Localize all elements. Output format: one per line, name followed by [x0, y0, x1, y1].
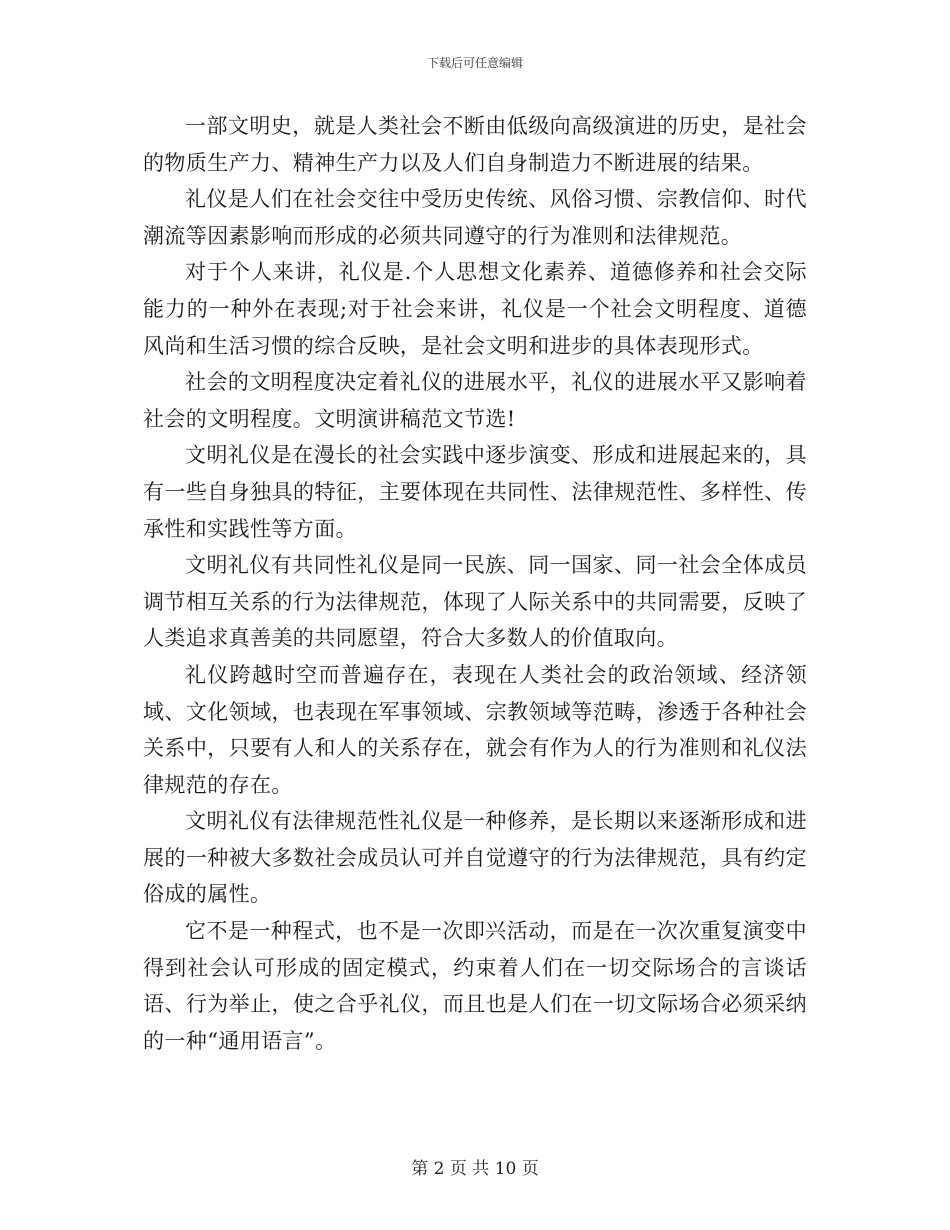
paragraph-3: 对于个人来讲，礼仪是.个人思想文化素养、道德修养和社会交际能力的一种外在表现;对于社会来讲，礼仪是一个社会文明程度、道德风尚和生活习惯的综合反映，是社会文明和进步的具体表现形式。 [143, 260, 807, 358]
paragraph-1: 一部文明史，就是人类社会不断由低级向高级演进的历史，是社会的物质生产力、精神生产力以及人们自身制造力不断进展的结果。 [143, 114, 807, 175]
paragraph-7: 礼仪跨越时空而普遍存在，表现在人类社会的政治领域、经济领域、文化领域，也表现在军事领域、宗教领域等范畴，渗透于各种社会关系中，只要有人和人的关系存在，就会有作为人的行为准则和礼仪法律规范的存在。 [143, 662, 807, 797]
paragraph-6: 文明礼仪有共同性礼仪是同一民族、同一国家、同一社会全体成员调节相互关系的行为法律规范，体现了人际关系中的共同需要，反映了人类追求真善美的共同愿望，符合大多数人的价值取向。 [143, 553, 807, 651]
paragraph-2: 礼仪是人们在社会交往中受历史传统、风俗习惯、宗教信仰、时代潮流等因素影响而形成的必须共同遵守的行为准则和法律规范。 [143, 187, 807, 248]
paragraph-8: 文明礼仪有法律规范性礼仪是一种修养，是长期以来逐渐形成和进展的一种被大多数社会成员认可并自觉遵守的行为法律规范，具有约定俗成的属性。 [143, 809, 807, 907]
document-body [143, 108, 807, 1059]
page-number: 第 2 页 共 10 页 [411, 1159, 539, 1179]
paragraph-4: 社会的文明程度决定着礼仪的进展水平，礼仪的进展水平又影响着社会的文明程度。文明演讲稿范文节选! [143, 370, 807, 431]
paragraph-9: 它不是一种程式，也不是一次即兴活动，而是在一次次重复演变中得到社会认可形成的固定模式，约束着人们在一切交际场合的言谈话语、行为举止，使之合乎礼仪，而且也是人们在一切文际场合必须采纳的一种“通用语言”。 [143, 919, 807, 1053]
paragraph-5: 文明礼仪是在漫长的社会实践中逐步演变、形成和进展起来的，具有一些自身独具的特征，主要体现在共同性、法律规范性、多样性、传承性和实践性等方面。 [143, 443, 807, 541]
page-header: 下载后可任意编辑 [426, 56, 523, 70]
